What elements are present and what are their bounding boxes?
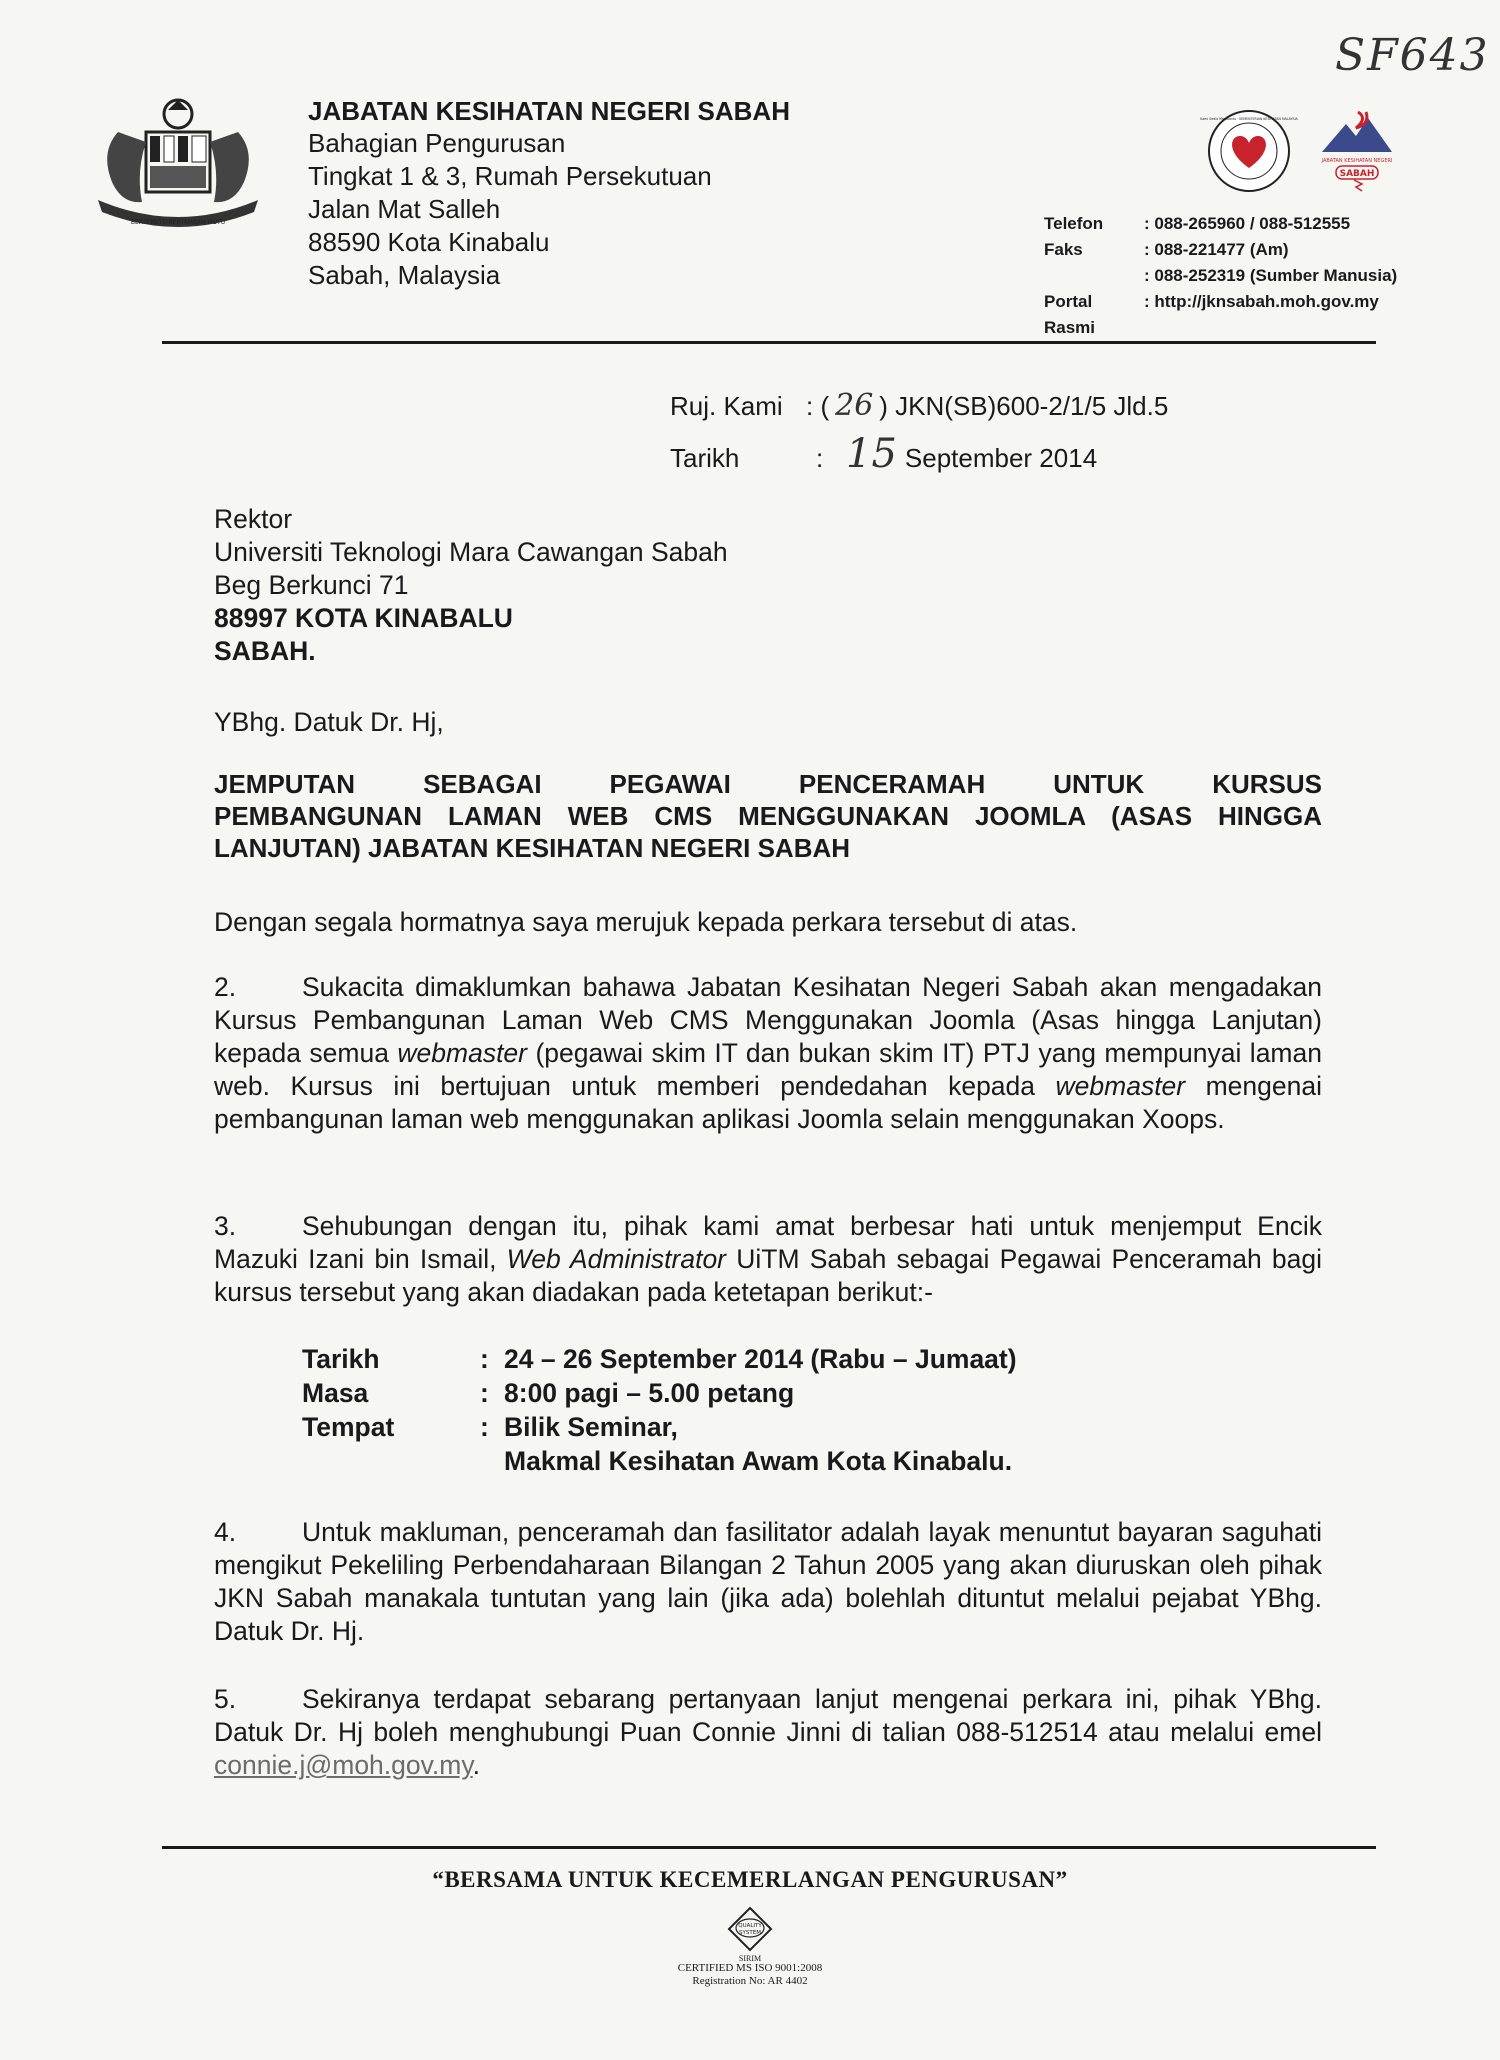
iso-certification — [0, 1962, 1500, 1988]
paragraph-text: Sukacita dimaklumkan bahawa Jabatan Kesihatan Negeri Sabah akan mengadakan Kursus Pembangunan Laman Web CMS Menggunakan Joomla (Asas hingga Lanjutan) kepada semua — [214, 972, 1322, 1068]
event-row — [302, 1410, 1017, 1444]
footer-motto: “BERSAMA UNTUK KECEMERLANGAN PENGURUSAN” — [432, 1867, 1068, 1892]
contact-value: : 088-252319 (Sumber Manusia) — [1144, 266, 1398, 285]
contact-value: : http://jknsabah.moh.gov.my — [1144, 292, 1379, 311]
crest-motto: BERSEKUTU BERTAMBAH MUTU — [130, 219, 226, 226]
contact-value: : 088-221477 (Am) — [1144, 240, 1289, 259]
event-colon: : — [480, 1344, 489, 1374]
contact-label: Telefon — [1044, 214, 1104, 233]
contact-row — [1044, 263, 1397, 289]
subject-line: JEMPUTAN SEBAGAI PEGAWAI PENCERAMAH UNTUK KURSUS — [214, 769, 1322, 799]
quality-system-logo-icon — [727, 1906, 773, 1952]
paragraph-text: Untuk makluman, penceramah dan fasilitator adalah layak menuntut bayaran saguhati mengikut Pekeliling Perbendaharaan Bilangan 2 Tahun 2005 yang akan diuruskan oleh pihak JKN Sabah manakala tuntutan yang lain (jika ada) bolehlah dituntut melalui pejabat YBhg. Datuk Dr. Hj. — [214, 1517, 1322, 1646]
paragraph-number: 4. — [214, 1517, 237, 1547]
handwritten-file-code: SF643 — [1335, 30, 1490, 81]
contact-row — [1044, 289, 1397, 341]
contact-email-link[interactable]: connie.j@moh.gov.my — [214, 1750, 473, 1780]
recipient-line: Universiti Teknologi Mara Cawangan Sabah — [214, 537, 728, 567]
contact-label: Faks — [1044, 240, 1083, 259]
qs-text: QUALITY — [738, 1923, 762, 1929]
address-line: 88590 Kota Kinabalu — [308, 227, 550, 257]
event-value: Bilik Seminar, — [504, 1412, 678, 1442]
event-label: Tarikh — [302, 1344, 380, 1374]
event-value: 8:00 pagi – 5.00 petang — [504, 1378, 795, 1408]
coat-of-arms-icon — [88, 92, 268, 232]
paragraph-text: Sehubungan dengan itu, pihak kami amat berbesar hati untuk menjemput Encik Mazuki Izani bin Ismail, — [214, 1211, 1322, 1274]
letter-subject — [214, 768, 1322, 864]
ministry-heart-badge-icon — [1200, 108, 1298, 194]
paragraph-4 — [214, 1516, 1322, 1648]
footer-divider — [162, 1846, 1376, 1849]
paragraph-text: mengenai pembangunan laman web menggunakan aplikasi Joomla selain menggunakan Xoops. — [214, 1071, 1322, 1134]
opening-line: Dengan segala hormatnya saya merujuk kepada perkara tersebut di atas. — [214, 907, 1078, 937]
contact-label: Portal Rasmi — [1044, 292, 1096, 337]
contact-row — [1044, 211, 1397, 237]
cert-line: Registration No: AR 4402 — [692, 1975, 808, 1987]
date-row — [670, 430, 1168, 482]
contact-label — [1044, 263, 1144, 289]
event-row — [302, 1376, 1017, 1410]
address-line: Jalan Mat Salleh — [308, 194, 501, 224]
paragraph-text: UiTM Sabah sebagai Pegawai Penceramah bagi kursus tersebut yang akan diadakan pada ketetapan berikut:- — [214, 1244, 1323, 1307]
paragraph-number: 2. — [214, 972, 237, 1002]
reference-row — [670, 382, 1168, 430]
paragraph-text: (pegawai skim IT dan bukan skim IT) PTJ yang mempunyai laman web. Kursus ini bertujuan untuk memberi pendedahan kepada — [214, 1038, 1322, 1101]
badge-text: Kami Sedia Membantu · KEMENTERIAN KESIHATAN MALAYSIA — [1200, 117, 1298, 121]
contact-block — [1044, 211, 1397, 341]
paragraph-5 — [214, 1683, 1322, 1782]
subject-line: LANJUTAN) JABATAN KESIHATAN NEGERI SABAH — [214, 833, 851, 863]
salutation: YBhg. Datuk Dr. Hj, — [214, 707, 444, 737]
recipient-line: Rektor — [214, 504, 293, 534]
event-label: Masa — [302, 1378, 369, 1408]
event-colon: : — [480, 1412, 489, 1442]
date-text: September 2014 — [904, 443, 1098, 473]
emphasis-term: webmaster — [397, 1038, 527, 1068]
date-handwritten-day: 15 — [846, 431, 897, 477]
address-line: Sabah, Malaysia — [308, 260, 501, 290]
subject-line: PEMBANGUNAN LAMAN WEB CMS MENGGUNAKAN JOOMLA (ASAS HINGGA — [214, 801, 1322, 831]
event-row — [302, 1342, 1017, 1376]
reference-prefix: : ( — [806, 391, 830, 421]
jkn-sabah-mountain-logo-icon — [1318, 110, 1396, 192]
sirim-label: SIRIM — [738, 1954, 762, 1963]
paragraph-number: 3. — [214, 1211, 237, 1241]
badge-text: JABATAN KESIHATAN NEGERI — [1321, 158, 1393, 164]
event-colon — [480, 1444, 504, 1478]
event-details — [302, 1342, 1017, 1478]
reference-handwritten-number: 26 — [835, 388, 874, 423]
header-divider — [162, 341, 1376, 344]
qs-text: SYSTEM — [739, 1930, 761, 1936]
date-colon: : — [816, 443, 824, 473]
paragraph-2 — [214, 971, 1322, 1136]
paragraph-text: Sekiranya terdapat sebarang pertanyaan lanjut mengenai perkara ini, pihak YBhg. Datuk Dr. Hj boleh menghubungi Puan Connie Jinni di talian 088-512514 atau melalui emel — [214, 1684, 1322, 1747]
reference-number: ) JKN(SB)600-2/1/5 Jld.5 — [879, 391, 1169, 421]
letterhead-address — [308, 96, 790, 292]
recipient-line: Beg Berkunci 71 — [214, 570, 409, 600]
emphasis-term: Web Administrator — [506, 1244, 727, 1274]
event-value: Makmal Kesihatan Awam Kota Kinabalu. — [504, 1446, 1013, 1476]
event-label: Tempat — [302, 1412, 395, 1442]
contact-value: : 088-265960 / 088-512555 — [1144, 214, 1351, 233]
paragraph-end: . — [472, 1750, 481, 1780]
paragraph-number: 5. — [214, 1684, 237, 1714]
cert-line: CERTIFIED MS ISO 9001:2008 — [677, 1962, 823, 1974]
reference-label: Ruj. Kami — [670, 391, 783, 421]
reference-block — [670, 382, 1168, 482]
organization-name: JABATAN KESIHATAN NEGERI SABAH — [308, 96, 790, 126]
recipient-line: 88997 KOTA KINABALU — [214, 603, 513, 633]
address-line: Bahagian Pengurusan — [308, 128, 566, 158]
event-row — [302, 1444, 1017, 1478]
recipient-address — [214, 503, 728, 668]
address-line: Tingkat 1 & 3, Rumah Persekutuan — [308, 161, 712, 191]
badge-label: SABAH — [1339, 169, 1375, 179]
paragraph-3 — [214, 1210, 1322, 1309]
event-label — [302, 1444, 480, 1478]
contact-row — [1044, 237, 1397, 263]
event-value: 24 – 26 September 2014 (Rabu – Jumaat) — [504, 1344, 1017, 1374]
event-colon: : — [480, 1378, 489, 1408]
recipient-line: SABAH. — [214, 636, 316, 666]
emphasis-term: webmaster — [1055, 1071, 1186, 1101]
date-label: Tarikh — [670, 443, 740, 473]
